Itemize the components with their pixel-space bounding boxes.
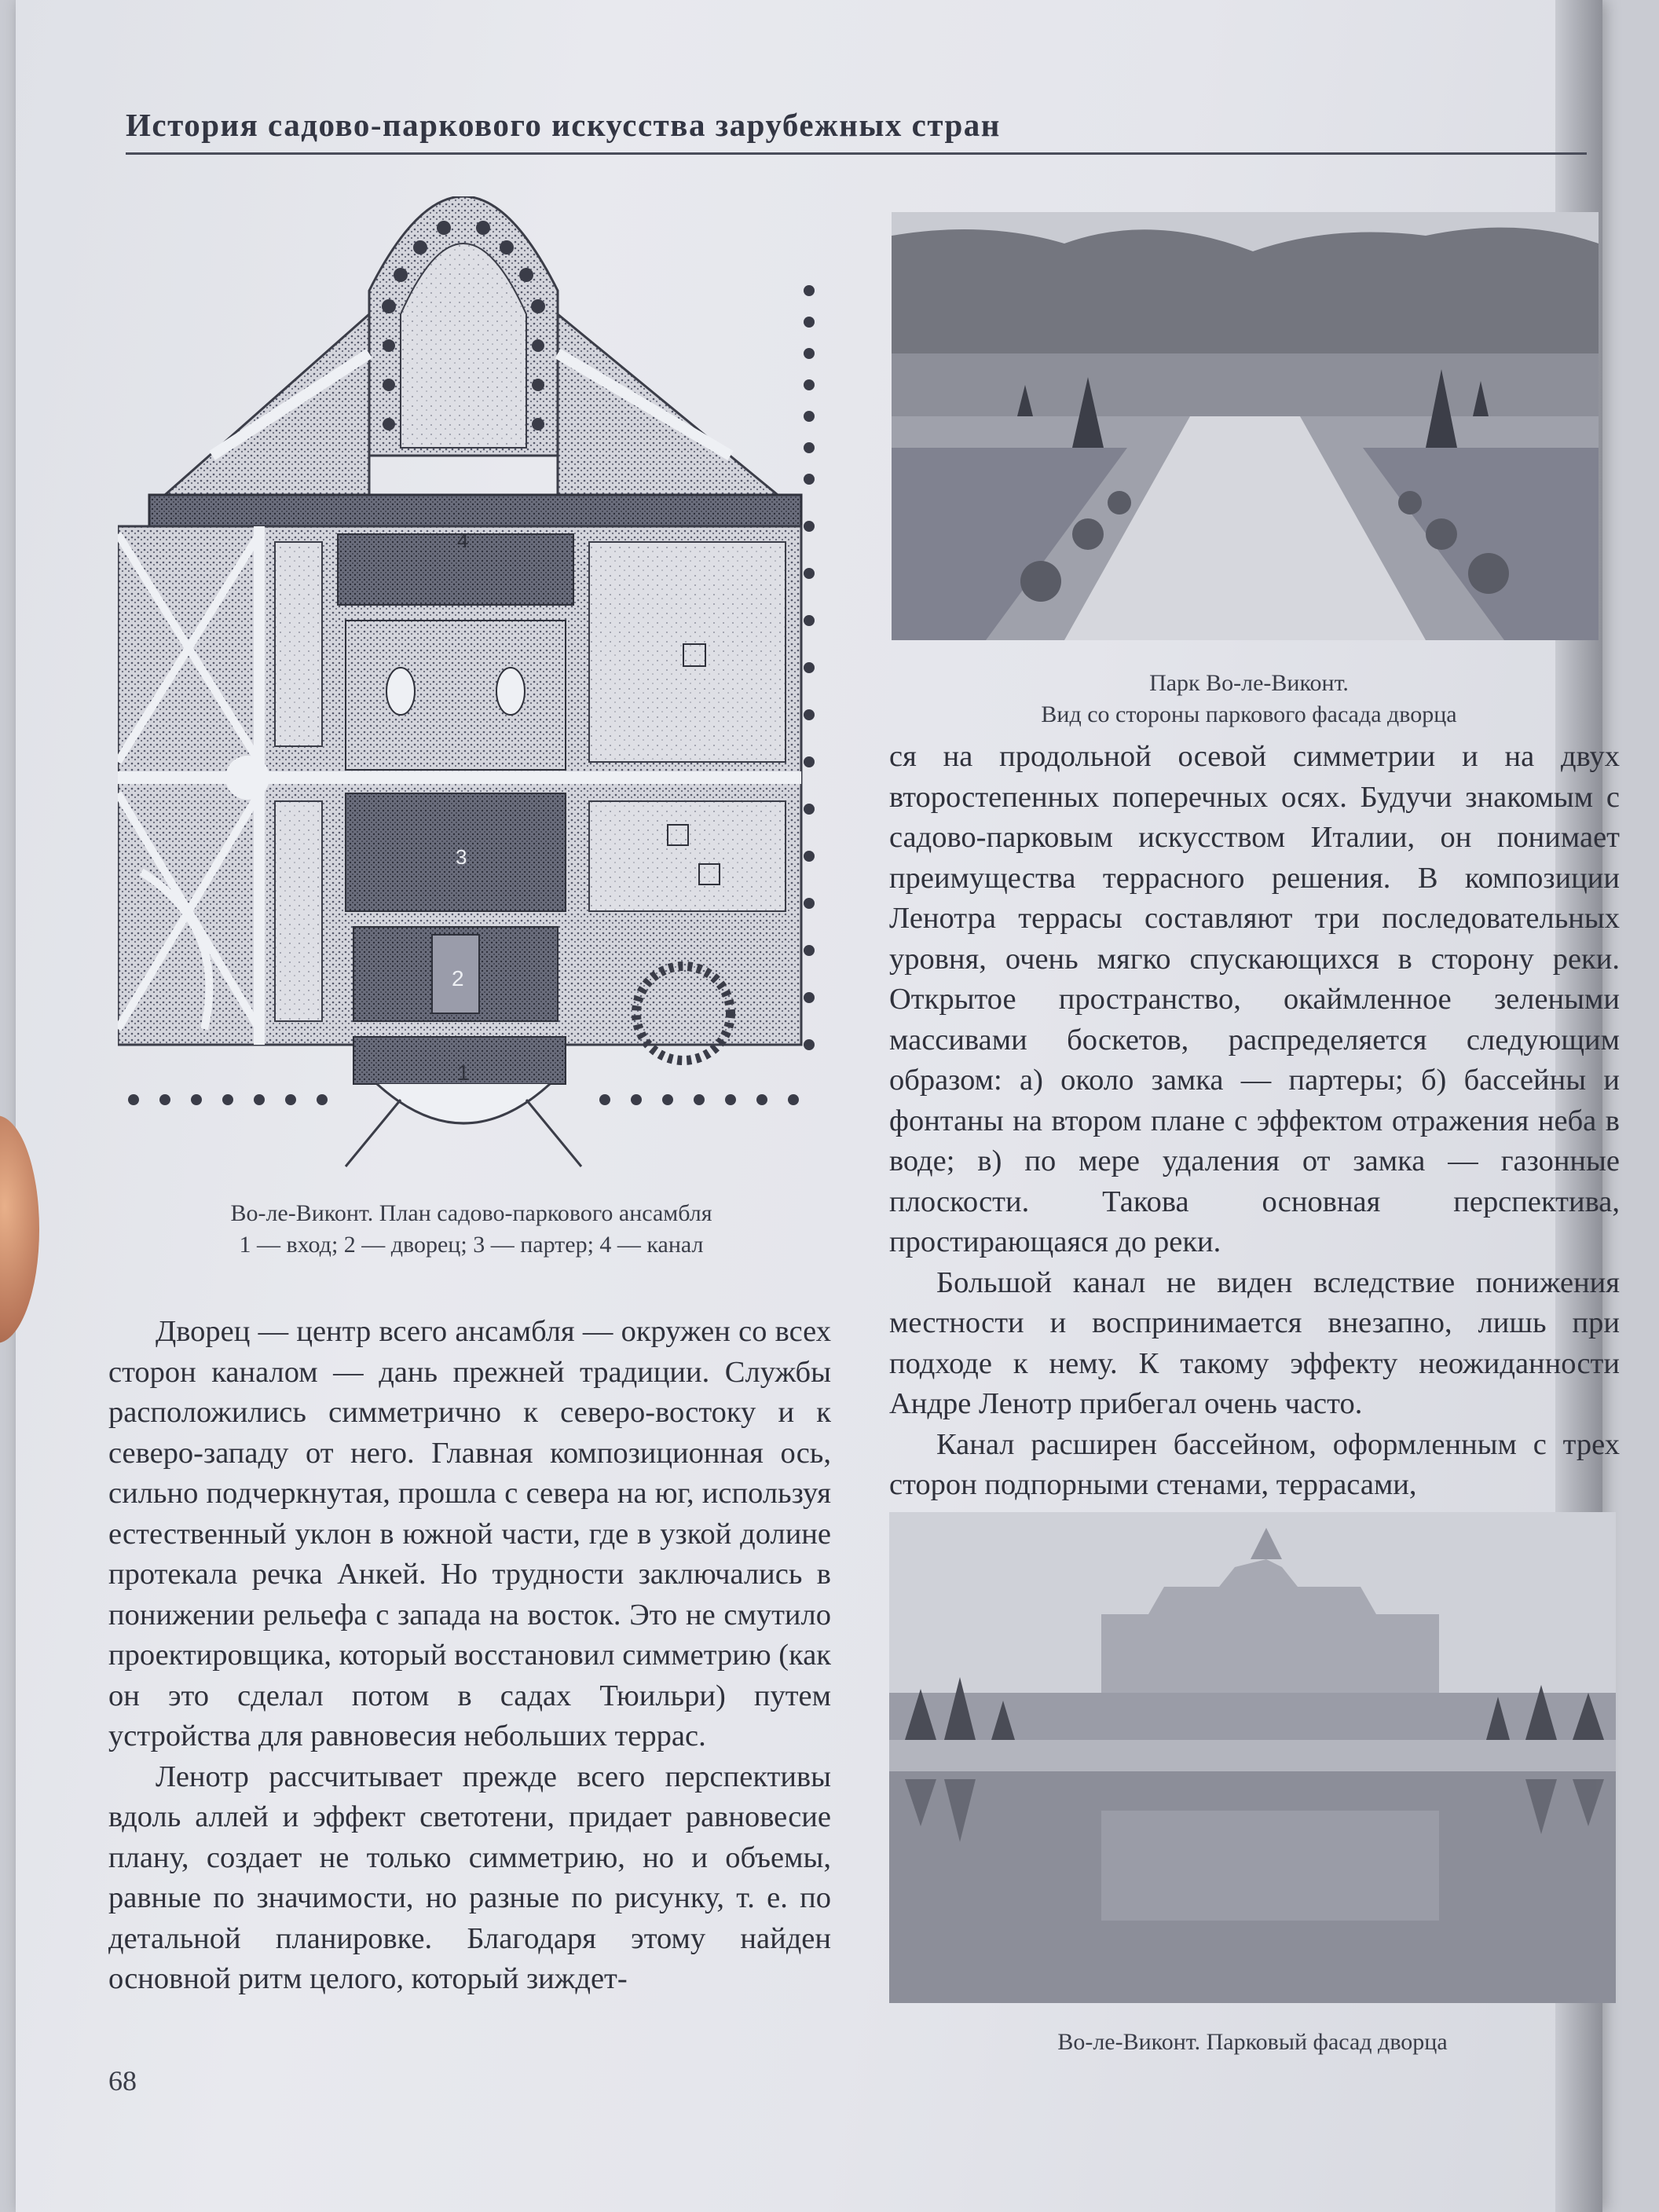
park-view-caption-subtitle: Вид со стороны паркового фасада дворца	[1041, 701, 1457, 727]
header-rule	[126, 152, 1587, 155]
plan-label-2: 2	[452, 966, 464, 991]
right-paragraph-2: Большой канал не виден вследствие понижения местности и воспринимается внезапно, лишь при подходе к нему. К такому эффекту неожиданности Андре Ленотр прибегал очень часто.	[889, 1265, 1620, 1420]
left-column	[108, 1312, 831, 2000]
book-page	[16, 0, 1620, 2212]
right-column	[889, 737, 1620, 1506]
plan-caption-title: Во-ле-Виконт. План садово-паркового ансамбля	[230, 1200, 712, 1226]
left-paragraph-2: Ленотр рассчитывает прежде всего перспективы вдоль аллей и эффект светотени, придает равновесие плану, создает не только симметрию, но и объемы, равные по значимости, но разные по рисунку, т. е. по детальной планировке. Благодаря этому найден основной ритм целого, который зиждет-	[108, 1760, 831, 1995]
right-paragraph-3: Канал расширен бассейном, оформленным с трех сторон подпорными стенами, террасами,	[889, 1427, 1620, 1501]
palace-facade-photo	[889, 1512, 1616, 2003]
garden-plan-drawing	[118, 196, 825, 1170]
plan-label-3: 3	[456, 845, 467, 869]
park-view-caption	[892, 668, 1606, 731]
running-title: История садово-паркового искусства зарубежных стран	[126, 107, 1001, 143]
park-view-caption-title: Парк Во-ле-Виконт.	[1149, 670, 1349, 696]
right-paragraph-1: ся на продольной осевой симметрии и на двух второстепенных поперечных осях. Будучи знакомым с садово-парковым искусством Италии, он понимает преимущества террасного решения. В композиции Ленотра террасы составляют три последовательных уровня, очень мягко спускающихся в сторону реки. Открытое пространство, окаймленное зелеными массивами боскетов, распределяется следующим образом: а) около замка — партеры; б) бассейны и фонтаны на втором плане с эффектом отражения неба в воде; в) по мере удаления от замка — газонные плоскости. Такова основная перспектива, простирающаяся до реки.	[889, 740, 1620, 1258]
plan-label-4: 4	[457, 529, 469, 552]
left-paragraph-1: Дворец — центр всего ансамбля — окружен со всех сторон каналом — дань прежней традиции. Службы расположились симметрично к северо-востоку и к северо-западу от него. Главная композиционная ось, сильно подчеркнутая, прошла с севера на юг, используя естественный уклон в южной части, где в узкой долине протекала речка Анкей. Но трудности заключались в понижении рельефа с запада на восток. Это не смутило проектировщика, который восстановил симметрию (как он это сделал потом в садах Тюильри) путем устройства для равновесия небольших террас.	[108, 1315, 832, 1752]
plan-label-1: 1	[457, 1060, 470, 1085]
plan-caption	[118, 1198, 825, 1261]
page-number: 68	[108, 2065, 137, 2097]
park-view-photo	[892, 212, 1599, 640]
plan-caption-legend: 1 — вход; 2 — дворец; 3 — партер; 4 — канал	[239, 1232, 704, 1258]
palace-facade-caption: Во-ле-Виконт. Парковый фасад дворца	[1057, 2029, 1448, 2055]
